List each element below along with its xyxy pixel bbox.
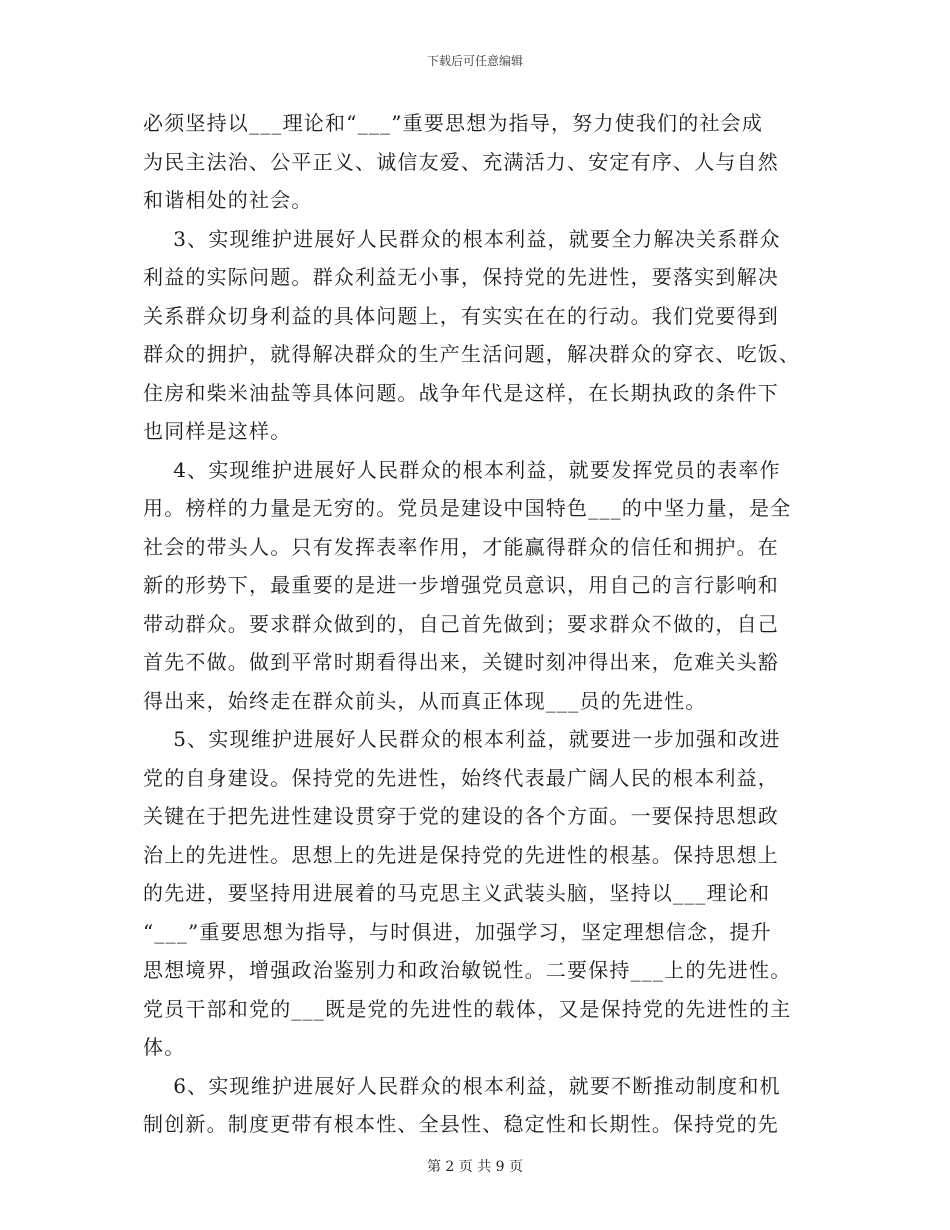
- text-line: 首先不做。做到平常时期看得出来，关键时刻冲得出来，危难关头豁: [143, 650, 779, 674]
- text-line: 体。: [143, 1035, 186, 1059]
- text-line: 6、实现维护进展好人民群众的根本利益，就要不断推动制度和机: [143, 1073, 781, 1098]
- text-line: 4、实现维护进展好人民群众的根本利益，就要发挥党员的表率作: [143, 457, 781, 482]
- text-line: 党的自身建设。保持党的先进性，始终代表最广阔人民的根本利益，: [143, 765, 779, 790]
- text-line: 住房和柴米油盐等具体问题。战争年代是这样，在长期执政的条件下: [143, 380, 779, 405]
- text-line: 关系群众切身利益的具体问题上，有实实在在的行动。我们党要得到: [143, 303, 779, 328]
- text-line: 社会的带头人。只有发挥表率作用，才能赢得群众的信任和拥护。在: [143, 534, 779, 559]
- paragraph-4: [143, 451, 808, 721]
- text-line: 关键在于把先进性建设贯穿于党的建设的各个方面。一要保持思想政: [143, 804, 779, 828]
- text-line: 5、实现维护进展好人民群众的根本利益，就要进一步加强和改进: [143, 727, 781, 751]
- text-line: 的先进，要坚持用进展着的马克思主义武装头脑，坚持以___理论和: [143, 881, 771, 905]
- text-line: 新的形势下，最重要的是进一步增强党员意识，用自己的言行影响和: [143, 573, 779, 597]
- text-line: 党员干部和党的___既是党的先进性的载体，又是保持党的先进性的主: [143, 996, 792, 1021]
- text-line: 和谐相处的社会。: [143, 188, 313, 212]
- paragraph-continuation: [143, 104, 808, 220]
- text-line: 制创新。制度更带有根本性、全县性、稳定性和长期性。保持党的先: [143, 1112, 779, 1136]
- text-line: 得出来，始终走在群众前头，从而真正体现___员的先进性。: [143, 688, 707, 713]
- text-line: 3、实现维护进展好人民群众的根本利益，就要全力解决关系群众: [143, 226, 781, 251]
- text-line: 必须坚持以___理论和“___”重要思想为指导，努力使我们的社会成: [143, 111, 764, 135]
- page-header: 下载后可任意编辑: [426, 54, 523, 68]
- text-line: 带动群众。要求群众做到的，自己首先做到；要求群众不做的，自己: [143, 611, 779, 636]
- text-line: 利益的实际问题。群众利益无小事，保持党的先进性，要落实到解决: [143, 265, 779, 289]
- paragraph-5: [143, 720, 808, 1067]
- paragraph-3: [143, 220, 808, 451]
- text-line: 为民主法治、公平正义、诚信友爱、充满活力、安定有序、人与自然: [143, 149, 779, 174]
- text-line: 思想境界，增强政治鉴别力和政治敏锐性。二要保持___上的先进性。: [143, 958, 792, 982]
- document-body: [143, 104, 808, 1144]
- text-line: 用。榜样的力量是无穷的。党员是建设中国特色___的中坚力量，是全: [143, 496, 792, 520]
- text-line: “___”重要思想为指导，与时俱进，加强学习，坚定理想信念，提升: [143, 919, 772, 944]
- text-line: 群众的拥护，就得解决群众的生产生活问题，解决群众的穿衣、吃饭、: [143, 342, 801, 366]
- paragraph-6: [143, 1067, 808, 1144]
- page-footer: 第 2 页 共 9 页: [426, 1159, 524, 1175]
- text-line: 也同样是这样。: [143, 419, 292, 443]
- text-line: 治上的先进性。思想上的先进是保持党的先进性的根基。保持思想上: [143, 842, 779, 867]
